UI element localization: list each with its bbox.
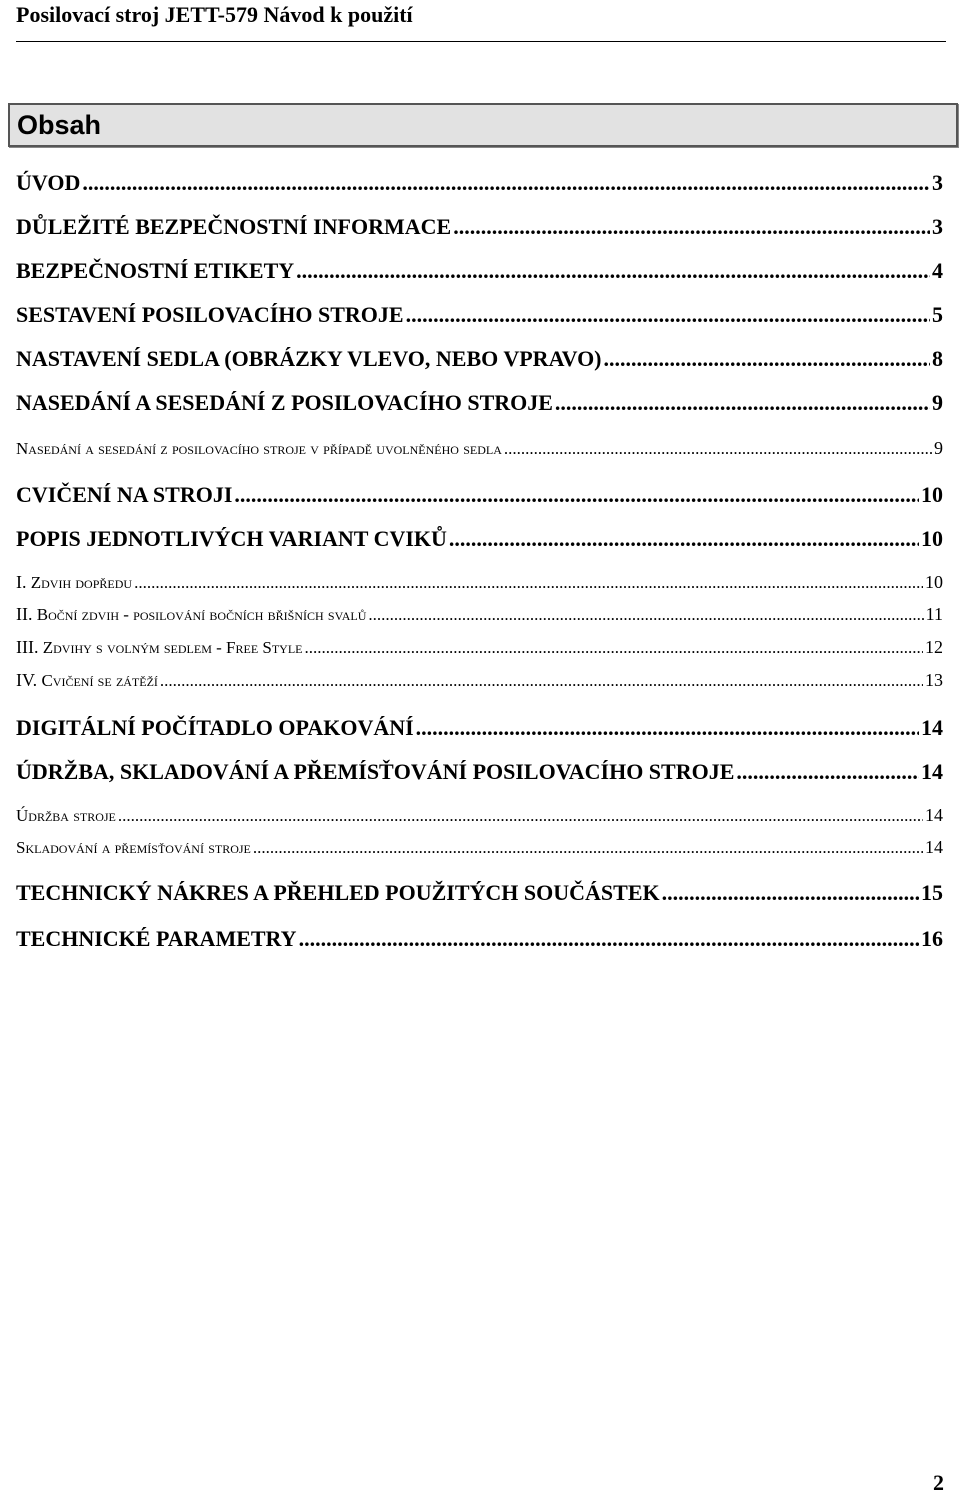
toc-entry-page: 10 [921,526,943,551]
toc-entry-page: 3 [932,214,943,239]
toc-entry-technicky-nakres[interactable] [16,880,943,906]
toc-entry-page: 8 [932,346,943,371]
toc-entry-sestaveni[interactable] [16,302,943,328]
toc-entry-title: DŮLEŽITÉ BEZPEČNOSTNÍ INFORMACE [16,214,452,239]
toc-leader [555,390,930,416]
toc-leader [134,573,923,593]
toc-entry-text: Cvičení se zátěží [41,671,158,690]
toc-entry-page: 15 [921,880,943,905]
document-title: Posilovací stroj JETT-579 Návod k použití [16,2,413,27]
toc-entry-title: Údržba stroje [16,806,116,825]
toc-entry-udrzba-stroje[interactable] [16,805,943,826]
toc-leader [504,439,932,459]
toc-leader [449,526,919,552]
toc-entry-prefix: I. [16,572,27,592]
toc-entry-page: 3 [932,170,943,195]
toc-entry-title: BEZPEČNOSTNÍ ETIKETY [16,258,295,283]
toc-leader [160,671,923,691]
toc-entry-page: 12 [925,637,943,657]
toc-leader [296,258,930,284]
toc-leader [253,838,923,858]
toc-entry-page: 5 [932,302,943,327]
toc-entry-udrzba-skladovani[interactable] [16,759,943,785]
toc-entry-nastaveni-sedla[interactable] [16,346,943,372]
toc-leader [604,346,930,372]
toc-entry-title [16,637,303,658]
toc-entry-title: TECHNICKÉ PARAMETRY [16,926,297,951]
toc-leader [453,214,930,240]
toc-entry-popis-variant[interactable] [16,526,943,552]
toc-entry-bocni-zdvih[interactable] [16,604,943,625]
toc-entry-text: Boční zdvih - posilování bočních břišních svalů [36,605,367,624]
toc-heading: Obsah [17,110,102,140]
toc-entry-page: 16 [921,926,943,951]
toc-entry-title: NASTAVENÍ SEDLA (OBRÁZKY VLEVO, NEBO VPRAVO) [16,346,602,371]
toc-entry-title: Nasedání a sesedání z posilovacího stroje v případě uvolněného sedla [16,439,502,458]
toc-entry-page: 9 [932,390,943,415]
toc-entry-zdvih-dopredu[interactable] [16,572,943,593]
toc-entry-title [16,572,132,593]
toc-entry-title: CVIČENÍ NA STROJI [16,482,233,507]
toc-leader [416,715,919,741]
toc-entry-page: 13 [925,670,943,690]
toc-entry-page: 10 [921,482,943,507]
toc-leader [305,638,923,658]
toc-entry-nasedani-uvolneneho-sedla[interactable] [16,438,943,459]
toc-entry-skladovani-stroje[interactable] [16,837,943,858]
toc-entry-title: POPIS JEDNOTLIVÝCH VARIANT CVIKŮ [16,526,447,551]
toc-entry-title: Skladování a přemísťování stroje [16,838,251,857]
toc-entry-page: 14 [921,715,943,740]
toc-leader [82,170,930,196]
toc-entry-page: 11 [925,604,943,624]
toc-entry-page: 14 [925,837,943,857]
toc-entry-page: 9 [934,438,943,458]
toc-entry-text: Zdvih dopředu [30,573,133,592]
toc-entry-zdvihy-volnym-sedlem[interactable] [16,637,943,658]
toc-entry-nasedani[interactable] [16,390,943,416]
page-header [16,2,946,42]
toc-entry-uvod[interactable] [16,170,943,196]
toc-leader [662,880,919,906]
toc-entry-title [16,604,366,625]
toc-entry-bezpecnostni-etikety[interactable] [16,258,943,284]
toc-entry-title: ÚVOD [16,170,81,195]
page-number: 2 [933,1470,944,1495]
toc-entry-text: Zdvihy s volným sedlem - Free Style [42,638,303,657]
toc-heading-box [8,103,958,147]
toc-entry-page: 4 [932,258,943,283]
toc-leader [299,926,919,952]
toc-entry-cviceni-se-zatezi[interactable] [16,670,943,691]
toc-entry-title: ÚDRŽBA, SKLADOVÁNÍ A PŘEMÍSŤOVÁNÍ POSILOVACÍHO STROJE [16,759,735,784]
toc-leader [736,759,919,785]
toc-entry-page: 10 [925,572,943,592]
toc-leader [368,605,923,625]
toc-entry-title: TECHNICKÝ NÁKRES A PŘEHLED POUŽITÝCH SOUČÁSTEK [16,880,660,905]
toc-leader [406,302,930,328]
toc-entry-title: DIGITÁLNÍ POČÍTADLO OPAKOVÁNÍ [16,715,414,740]
toc-entry-title: SESTAVENÍ POSILOVACÍHO STROJE [16,302,404,327]
toc-leader [234,482,919,508]
toc-entry-prefix: IV. [16,670,38,690]
toc-entry-page: 14 [925,805,943,825]
toc-entry-title: NASEDÁNÍ A SESEDÁNÍ Z POSILOVACÍHO STROJE [16,390,553,415]
toc-entry-prefix: III. [16,637,39,657]
toc-entry-bezpecnostni-informace[interactable] [16,214,943,240]
toc-leader [118,806,923,826]
toc-entry-pocitadlo[interactable] [16,715,943,741]
toc-entry-title [16,670,158,691]
toc-entry-cviceni-na-stroji[interactable] [16,482,943,508]
toc-entry-page: 14 [921,759,943,784]
toc-entry-technicke-parametry[interactable] [16,926,943,952]
toc-entry-prefix: II. [16,604,33,624]
